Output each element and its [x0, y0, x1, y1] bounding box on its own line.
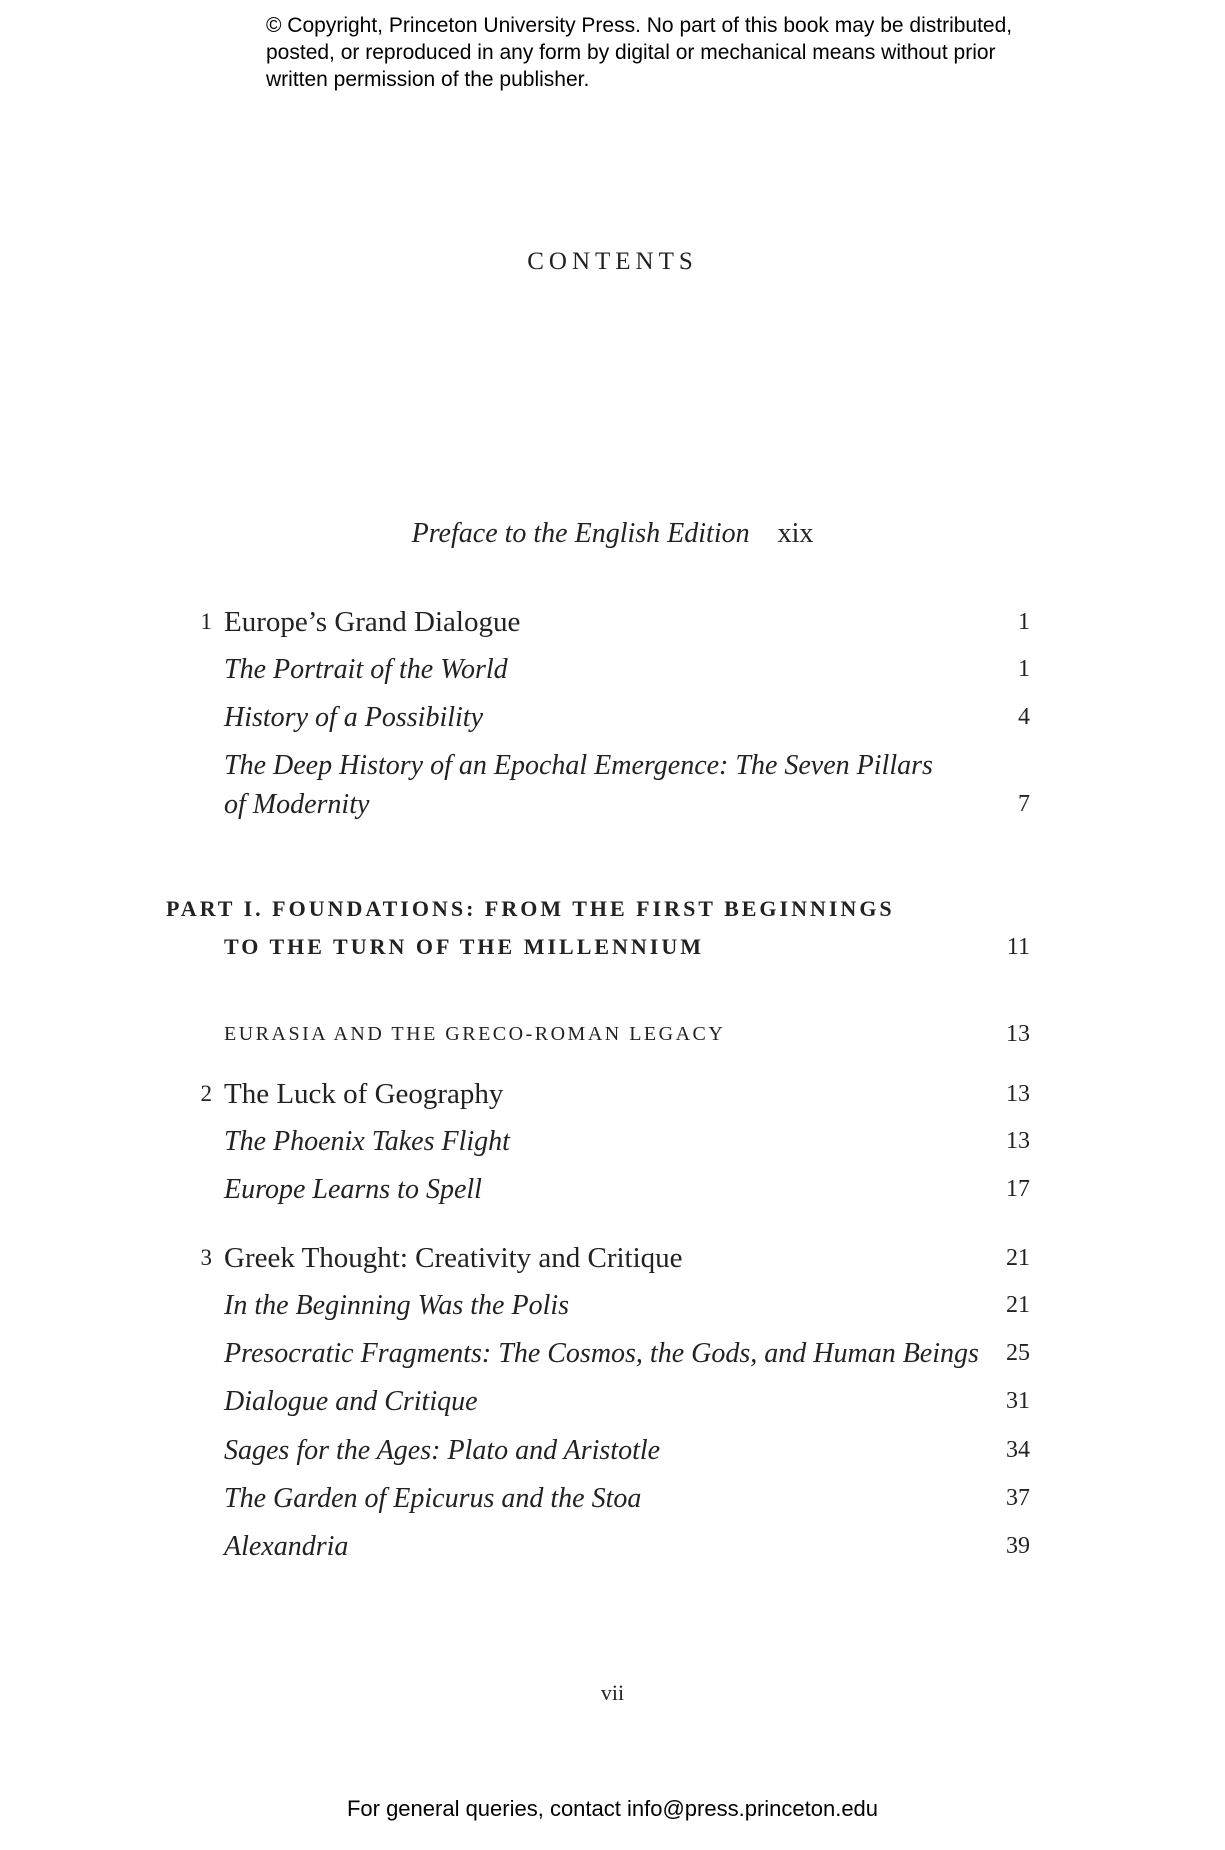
- page-number: 13: [1006, 1021, 1030, 1047]
- section-title: The Garden of Epicurus and the Stoa: [224, 1483, 642, 1514]
- section-title: In the Beginning Was the Polis: [224, 1290, 570, 1321]
- preface-page: xix: [777, 518, 814, 549]
- toc-section: [224, 1334, 1030, 1373]
- toc-subpart: [224, 1019, 1030, 1049]
- section-title: The Portrait of the World: [224, 654, 508, 685]
- chapter-number: 1: [200, 609, 212, 634]
- toc-section: [224, 1479, 1030, 1518]
- chapter-number: 3: [200, 1245, 212, 1270]
- toc-chapter-3: [200, 1241, 1030, 1275]
- page-title: CONTENTS: [527, 248, 698, 275]
- toc-section: [224, 1527, 1030, 1566]
- section-title: Sages for the Ages: Plato and Aristotle: [224, 1435, 661, 1466]
- toc-section: [224, 746, 1030, 824]
- page-number: 1: [1018, 656, 1030, 682]
- page-folio: vii: [600, 1680, 625, 1705]
- chapter-title: Greek Thought: Creativity and Critique: [224, 1242, 683, 1274]
- page-number: 7: [1018, 791, 1030, 817]
- page-number: 13: [1006, 1128, 1030, 1154]
- section-title: Presocratic Fragments: The Cosmos, the Gods, and Human Beings: [224, 1338, 979, 1369]
- section-title-line-1: The Deep History of an Epochal Emergence: The Seven Pillars: [224, 750, 933, 781]
- page-number: 21: [1006, 1292, 1030, 1318]
- page-number: 31: [1006, 1388, 1030, 1414]
- toc-entry-preface: [0, 518, 1225, 550]
- page-number: 11: [1006, 934, 1030, 960]
- page-number: 39: [1006, 1533, 1030, 1559]
- copyright-notice: © Copyright, Princeton University Press. No part of this book may be distributed, posted, or reproduced in any form by digital or mechanical means without prior written permission of the publisher.: [266, 14, 1013, 91]
- subpart-title: EURASIA AND THE GRECO-ROMAN LEGACY: [224, 1023, 726, 1045]
- chapter-title: The Luck of Geography: [224, 1078, 504, 1110]
- section-title: Europe Learns to Spell: [224, 1174, 482, 1205]
- toc-section: [224, 1286, 1030, 1325]
- footer-contact: For general queries, contact info@press.princeton.edu: [346, 1796, 879, 1821]
- toc-chapter-1: [200, 605, 1030, 639]
- page-number: 25: [1006, 1340, 1030, 1366]
- toc-section: [224, 1382, 1030, 1421]
- page-number: 4: [1018, 704, 1030, 730]
- toc-section: [224, 1170, 1030, 1209]
- toc-section: [224, 1122, 1030, 1161]
- page-number: 17: [1006, 1176, 1030, 1202]
- section-title: The Phoenix Takes Flight: [224, 1126, 510, 1157]
- page-number: 37: [1006, 1485, 1030, 1511]
- section-title-line-2: of Modernity: [224, 789, 370, 820]
- toc-chapter-2: [200, 1077, 1030, 1111]
- section-title: Dialogue and Critique: [224, 1386, 478, 1417]
- section-title: History of a Possibility: [224, 702, 483, 733]
- preface-title: Preface to the English Edition: [411, 518, 750, 549]
- part-title-line-1: PART I. FOUNDATIONS: FROM THE FIRST BEGINNINGS: [166, 896, 895, 921]
- section-title: Alexandria: [224, 1531, 349, 1562]
- toc-part-1: [166, 890, 1030, 966]
- page-number: 34: [1006, 1437, 1030, 1463]
- page-number: 13: [1006, 1081, 1030, 1107]
- page-number: 21: [1006, 1245, 1030, 1271]
- chapter-title: Europe’s Grand Dialogue: [224, 606, 521, 638]
- page-number: 1: [1018, 609, 1030, 635]
- toc-section: [224, 650, 1030, 689]
- part-title-line-2: TO THE TURN OF THE MILLENNIUM: [224, 934, 705, 959]
- toc-section: [224, 698, 1030, 737]
- toc-section: [224, 1431, 1030, 1470]
- chapter-number: 2: [200, 1081, 212, 1106]
